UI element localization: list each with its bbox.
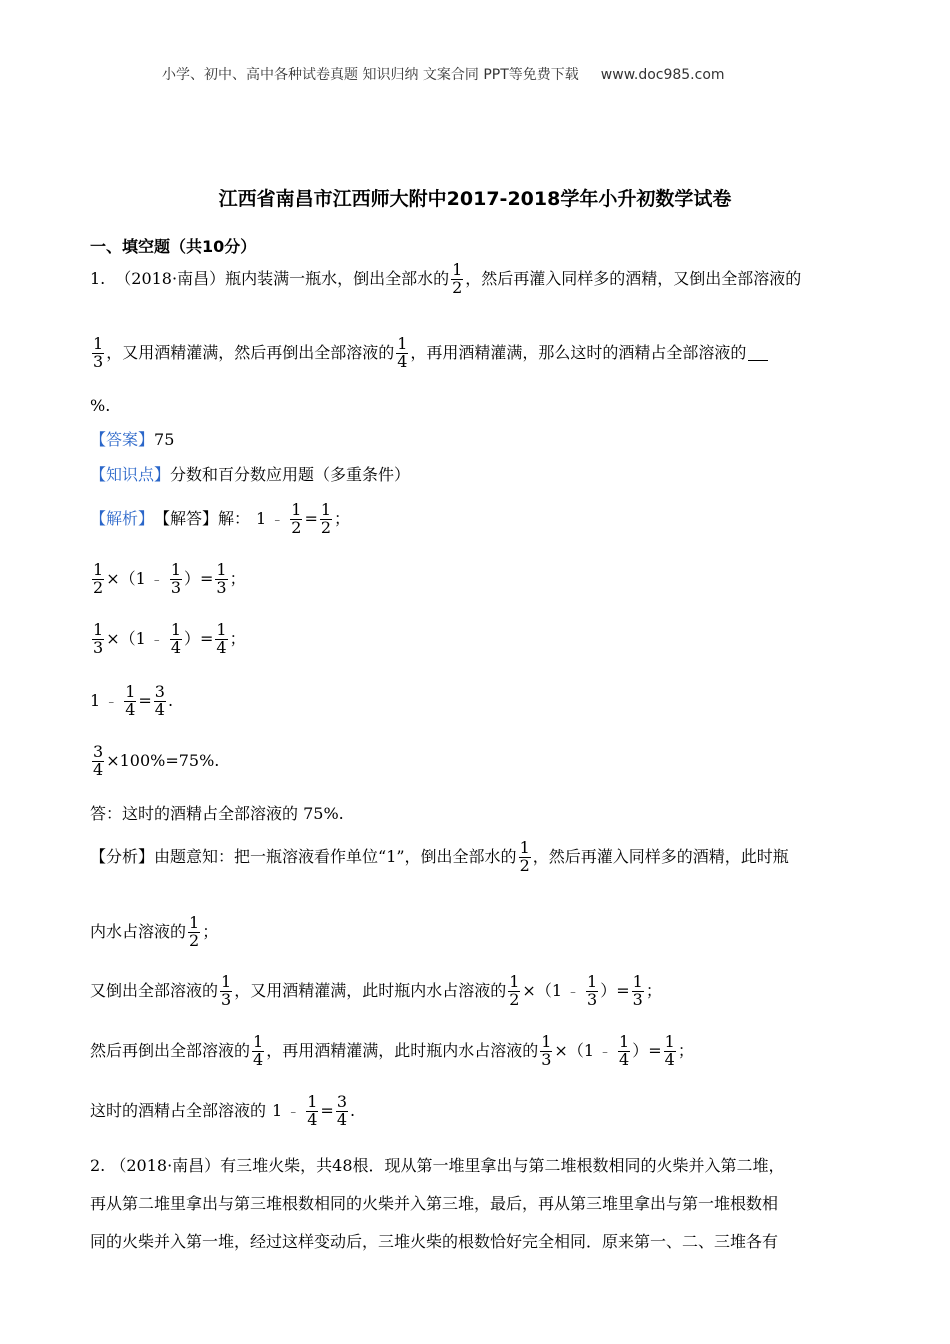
digit: 1 bbox=[135, 569, 146, 589]
left-paren: （ bbox=[119, 569, 136, 589]
fraction-1-2: $\frac{1}{2}$ bbox=[519, 838, 530, 875]
fraction-1-3: $\frac{1}{3}$ bbox=[170, 560, 181, 597]
header-url[interactable]: www.doc985.com bbox=[600, 67, 725, 83]
fraction-3-4: $\frac{3}{4}$ bbox=[93, 742, 104, 779]
fraction-1-4: $\frac{1}{4}$ bbox=[664, 1032, 675, 1069]
times-sign: × bbox=[554, 1041, 568, 1061]
right-paren: ） bbox=[632, 1041, 649, 1061]
fraction-1-4: $\frac{1}{4}$ bbox=[619, 1032, 630, 1069]
equals-sign: = bbox=[648, 1041, 662, 1061]
header-text: 小学、初中、高中各种试卷真题 知识归纳 文案合同 PPT等免费下载 bbox=[162, 67, 579, 83]
period: . bbox=[350, 1101, 356, 1121]
fraction-1-4: $\frac{1}{4}$ bbox=[170, 620, 181, 657]
answer-statement: 答：这时的酒精占全部溶液的 75%. bbox=[90, 804, 344, 823]
semicolon: ； bbox=[677, 1041, 694, 1061]
digit: 1 bbox=[583, 1041, 595, 1061]
q1-text-b: ，然后再灌入同样多的酒精，又倒出全部溶液的 bbox=[465, 269, 802, 289]
answer-tag: 【答案】 bbox=[90, 430, 155, 449]
fraction-1-2: $\frac{1}{2}$ bbox=[509, 972, 520, 1009]
fenxi-tag: 【分析】 bbox=[90, 847, 155, 867]
answer-line bbox=[90, 432, 174, 448]
q1-text-a: 瓶内装满一瓶水，倒出全部水的 bbox=[225, 269, 450, 289]
fenxi-line4 bbox=[90, 1034, 694, 1069]
fraction-1-3: $\frac{1}{3}$ bbox=[587, 972, 598, 1009]
fraction-1-4: $\frac{1}{4}$ bbox=[253, 1032, 264, 1069]
q1-line3 bbox=[90, 398, 110, 414]
calc-line-2 bbox=[90, 562, 246, 597]
left-paren: （ bbox=[535, 981, 552, 1001]
minus-sign: ﹣ bbox=[271, 512, 284, 527]
minus-sign: ﹣ bbox=[150, 632, 163, 647]
page-header bbox=[162, 68, 725, 82]
left-paren: （ bbox=[567, 1041, 584, 1061]
semicolon: ； bbox=[229, 569, 246, 589]
times-sign: × bbox=[106, 569, 120, 589]
calc-line-4 bbox=[90, 684, 173, 719]
fraction-1-3: $\frac{1}{3}$ bbox=[632, 972, 643, 1009]
minus-sign: ﹣ bbox=[287, 1104, 300, 1119]
answer-value: 75 bbox=[154, 430, 175, 449]
analysis-line bbox=[90, 502, 350, 537]
fraction-1-3: $\frac{1}{3}$ bbox=[541, 1032, 552, 1069]
fraction-1-4: $\frac{1}{4}$ bbox=[397, 334, 408, 371]
q1-text-d: ，再用酒精灌满，那么这时的酒精占全部溶液的 bbox=[410, 343, 747, 363]
fraction-3-4: $\frac{3}{4}$ bbox=[154, 682, 165, 719]
digit: 1 bbox=[551, 981, 563, 1001]
semicolon: ； bbox=[202, 922, 219, 942]
fraction-1-2: $\frac{1}{2}$ bbox=[291, 500, 302, 537]
fraction-1-3: $\frac{1}{3}$ bbox=[221, 972, 232, 1009]
fenxi-line3 bbox=[90, 974, 662, 1009]
left-paren: （ bbox=[119, 629, 136, 649]
fraction-1-3: $\frac{1}{3}$ bbox=[93, 334, 104, 371]
times-sign: × bbox=[106, 629, 120, 649]
knowledge-tag: 【知识点】 bbox=[90, 465, 171, 484]
calc-line-3 bbox=[90, 622, 246, 657]
fenxi-b: ，然后再灌入同样多的酒精，此时瓶 bbox=[532, 847, 789, 867]
fenxi-line5 bbox=[90, 1094, 355, 1129]
minus-sign: ﹣ bbox=[105, 694, 118, 709]
semicolon: ； bbox=[645, 981, 662, 1001]
fraction-1-4: $\frac{1}{4}$ bbox=[125, 682, 136, 719]
fenxi-line2 bbox=[90, 915, 218, 950]
digit: 1 bbox=[272, 1101, 283, 1121]
right-paren: ） bbox=[184, 629, 201, 649]
solution-prefix: 解： bbox=[218, 509, 251, 529]
q1-text-e: %. bbox=[90, 396, 111, 415]
analysis-tag: 【解析】 bbox=[90, 509, 155, 529]
equals-sign: = bbox=[304, 509, 318, 529]
equals-sign: = bbox=[138, 691, 152, 711]
answer-blank[interactable] bbox=[748, 346, 768, 361]
fraction-1-4: $\frac{1}{4}$ bbox=[307, 1092, 318, 1129]
right-paren: ） bbox=[600, 981, 617, 1001]
fraction-1-2: $\frac{1}{2}$ bbox=[320, 500, 332, 537]
digit: 1 bbox=[135, 629, 146, 649]
fraction-1-2: $\frac{1}{2}$ bbox=[452, 260, 463, 297]
times-sign: × bbox=[522, 981, 536, 1001]
fraction-1-3: $\frac{1}{3}$ bbox=[216, 560, 227, 597]
fenxi-c: 内水占溶液的 bbox=[90, 922, 187, 942]
calc-line-5 bbox=[90, 744, 219, 779]
page-title: 江西省南昌市江西师大附中2017-2018学年小升初数学试卷 bbox=[218, 188, 732, 210]
fenxi-f: 然后再倒出全部溶液的 bbox=[90, 1041, 251, 1061]
minus-sign: ﹣ bbox=[567, 984, 580, 999]
fenxi-line1 bbox=[90, 840, 789, 875]
fenxi-e: ，又用酒精灌满，此时瓶内水占溶液的 bbox=[234, 981, 507, 1001]
fenxi-a: 由题意知：把一瓶溶液看作单位“1”，倒出全部水的 bbox=[154, 847, 517, 867]
fenxi-g: ，再用酒精灌满，此时瓶内水占溶液的 bbox=[266, 1041, 539, 1061]
fraction-1-4: $\frac{1}{4}$ bbox=[216, 620, 227, 657]
q2-line1: 2. （2018·南昌）有三堆火柴，共48根．现从第一堆里拿出与第二堆根数相同的火柴并入第二堆， bbox=[90, 1156, 785, 1175]
minus-sign: ﹣ bbox=[599, 1044, 612, 1059]
digit: 1 bbox=[256, 509, 267, 529]
digit: 1 bbox=[90, 691, 101, 711]
fraction-3-4: $\frac{3}{4}$ bbox=[336, 1092, 347, 1129]
q2-line3: 同的火柴并入第一堆，经过这样变动后，三堆火柴的根数恰好完全相同．原来第一、二、三堆各有 bbox=[90, 1232, 779, 1251]
right-paren: ） bbox=[184, 569, 201, 589]
knowledge-value: 分数和百分数应用题（多重条件） bbox=[170, 465, 411, 484]
fraction-1-3: $\frac{1}{3}$ bbox=[93, 620, 104, 657]
equals-sign: = bbox=[200, 569, 214, 589]
equals-sign: = bbox=[200, 629, 214, 649]
q1-text-c: ，又用酒精灌满，然后再倒出全部溶液的 bbox=[106, 343, 395, 363]
fraction-1-2: $\frac{1}{2}$ bbox=[189, 913, 200, 950]
semicolon: ； bbox=[334, 509, 351, 529]
q2-line2: 再从第二堆里拿出与第三堆根数相同的火柴并入第三堆，最后，再从第三堆里拿出与第一堆根数相 bbox=[90, 1194, 779, 1213]
q1-number: 1. bbox=[90, 269, 106, 289]
solution-tag: 【解答】 bbox=[154, 509, 219, 529]
q1-line2 bbox=[90, 336, 768, 371]
section-heading: 一、填空题（共10分） bbox=[90, 237, 257, 256]
calc5-text: ×100%=75%. bbox=[106, 751, 220, 771]
fraction-1-2: $\frac{1}{2}$ bbox=[93, 560, 104, 597]
semicolon: ； bbox=[229, 629, 246, 649]
q1-line1 bbox=[90, 262, 801, 297]
equals-sign: = bbox=[320, 1101, 334, 1121]
minus-sign: ﹣ bbox=[150, 572, 163, 587]
q1-source: （2018·南昌） bbox=[115, 269, 226, 289]
fenxi-d: 又倒出全部溶液的 bbox=[90, 981, 219, 1001]
fenxi-h: 这时的酒精占全部溶液的 bbox=[90, 1101, 267, 1121]
equals-sign: = bbox=[616, 981, 630, 1001]
knowledge-line bbox=[90, 467, 410, 483]
period: . bbox=[167, 691, 174, 711]
